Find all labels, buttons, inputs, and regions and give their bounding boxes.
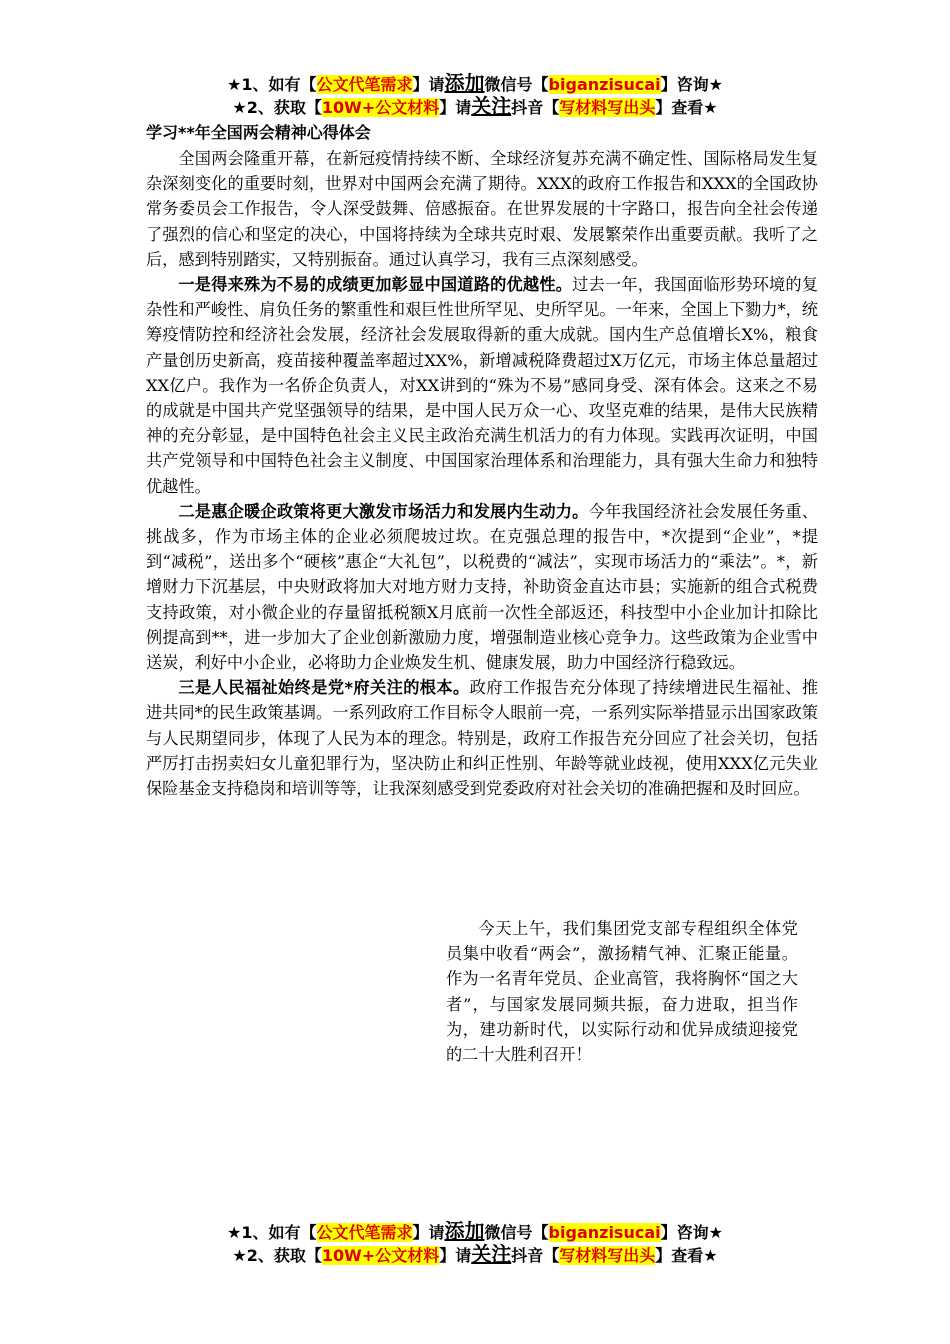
- banner-prefix: ★2、获取【: [232, 1246, 322, 1265]
- point-3-heading: 三是人民福祉始终是党*府关注的根本。: [178, 678, 470, 698]
- banner-suffix: 】查看★: [655, 1246, 718, 1265]
- point-1-heading: 一是得来殊为不易的成绩更加彰显中国道路的优越性。: [178, 275, 573, 295]
- point-2-text: 今年我国经济社会发展任务重、挑战多，作为市场主体的企业必须爬坡过坎。在克强总理的报告中，*次提到“企业”，*提到“减税”，送出多个“硬核”惠企“大礼包”，以税费的“减法”，实现市场活力的“乘法”。*，新增财力下沉基层，中央财政将加大对地方财力支持，补助资金直达市县；实施新的组合式税费支持政策，对小微企业的存量留抵税额X月底前一次性全部返还，科技型中小企业加计扣除比例提高到**，进一步加大了企业创新激励力度，增强制造业核心竞争力。这些政策为企业雪中送炭，利好中小企业，必将助力企业焕发生机、健康发展，助力中国经济行稳致远。: [146, 501, 819, 673]
- highlight-wechat-id: biganzisucai: [548, 1223, 661, 1242]
- banner-suffix: 】咨询★: [660, 75, 723, 94]
- banner-text: 抖音【: [511, 98, 560, 117]
- header-banner-line-2: [0, 95, 950, 119]
- banner-emphasis: 添加: [444, 71, 485, 95]
- paragraph-point-3: [146, 675, 818, 801]
- banner-emphasis: 关注: [471, 1242, 512, 1266]
- point-1-text: 过去一年，我国面临形势环境的复杂性和严峻性、肩负任务的繁重性和艰巨性世所罕见、史所罕见。一年来，全国上下勠力*，统筹疫情防控和经济社会发展，经济社会发展取得新的重大成就。国内生产总值增长X%，粮食产量创历史新高，疫苗接种覆盖率超过XX%，新增减税降费超过X万亿元，市场主体总量超过XX亿户。我作为一名侨企负责人，对XX讲到的“殊为不易”感同身受、深有体会。这来之不易的成就是中国共产党坚强领导的结果，是中国人民万众一心、攻坚克难的结果，是伟大民族精神的充分彰显，是中国特色社会主义民主政治充满生机活力的有力体现。实践再次证明，中国共产党领导和中国特色社会主义制度、中国国家治理体系和治理能力，具有强大生命力和独特优越性。: [146, 275, 819, 496]
- point-2-heading: 二是惠企暖企政策将更大激发市场活力和发展内生动力。: [178, 501, 589, 521]
- document-body: [146, 146, 818, 801]
- banner-emphasis: 添加: [444, 1219, 485, 1243]
- paragraph-point-2: [146, 499, 818, 675]
- highlight-wechat-id: biganzisucai: [548, 75, 661, 94]
- document-title: 学习**年全国两会精神心得体会: [146, 123, 371, 142]
- highlight-ghostwriting: 公文代笔需求: [316, 1223, 413, 1242]
- highlight-douyin: 写材料写出头: [559, 1246, 656, 1265]
- banner-text: 】请: [439, 1246, 472, 1265]
- banner-suffix: 】咨询★: [660, 1223, 723, 1242]
- banner-text: 微信号【: [484, 75, 549, 94]
- paragraph-intro: 全国两会隆重开幕，在新冠疫情持续不断、全球经济复苏充满不确定性、国际格局发生复杂深刻变化的重要时刻，世界对中国两会充满了期待。XXX的政府工作报告和XXX的全国政协常务委员会工作报告，令人深受鼓舞、倍感振奋。在世界发展的十字路口，报告向全社会传递了强烈的信心和坚定的决心，中国将持续为全球共克时艰、发展繁荣作出重要贡献。我听了之后，感到特别踏实，又特别振奋。通过认真学习，我有三点深刻感受。: [146, 149, 818, 269]
- banner-emphasis: 关注: [471, 94, 512, 118]
- banner-text: 抖音【: [511, 1246, 560, 1265]
- header-banner-line-1: [0, 72, 950, 96]
- highlight-ghostwriting: 公文代笔需求: [316, 75, 413, 94]
- point-3-text: 政府工作报告充分体现了持续增进民生福祉、推进共同*的民生政策基调。一系列政府工作目标令人眼前一亮，一系列实际举措显示出国家政策与人民期望同步，体现了人民为本的理念。特别是，政府工作报告充分回应了社会关切，包括严厉打击拐卖妇女儿童犯罪行为，坚决防止和纠正性别、年龄等就业歧视，使用XXX亿元失业保险基金支持稳岗和培训等等，让我深刻感受到党委政府对社会关切的准确把握和及时回应。: [146, 678, 819, 799]
- footer-banner-line-2: [0, 1243, 950, 1267]
- paragraph-closing: 今天上午，我们集团党支部专程组织全体党员集中收看“两会”，激扬精气神、汇聚正能量。作为一名青年党员、企业高管，我将胸怀“国之大者”，与国家发展同频共振，奋力进取，担当作为，建功新时代，以实际行动和优异成绩迎接党的二十大胜利召开！: [446, 919, 798, 1065]
- banner-text: 微信号【: [484, 1223, 549, 1242]
- banner-text: 】请: [412, 1223, 445, 1242]
- closing-paragraph-box: [446, 916, 798, 1067]
- highlight-douyin: 写材料写出头: [559, 98, 656, 117]
- highlight-materials: 10W+公文材料: [321, 1246, 440, 1265]
- highlight-materials: 10W+公文材料: [321, 98, 440, 117]
- paragraph-point-1: [146, 272, 818, 499]
- banner-prefix: ★1、如有【: [227, 75, 317, 94]
- banner-text: 】请: [412, 75, 445, 94]
- banner-text: 】请: [439, 98, 472, 117]
- banner-prefix: ★1、如有【: [227, 1223, 317, 1242]
- banner-prefix: ★2、获取【: [232, 98, 322, 117]
- footer-banner-line-1: [0, 1220, 950, 1244]
- banner-suffix: 】查看★: [655, 98, 718, 117]
